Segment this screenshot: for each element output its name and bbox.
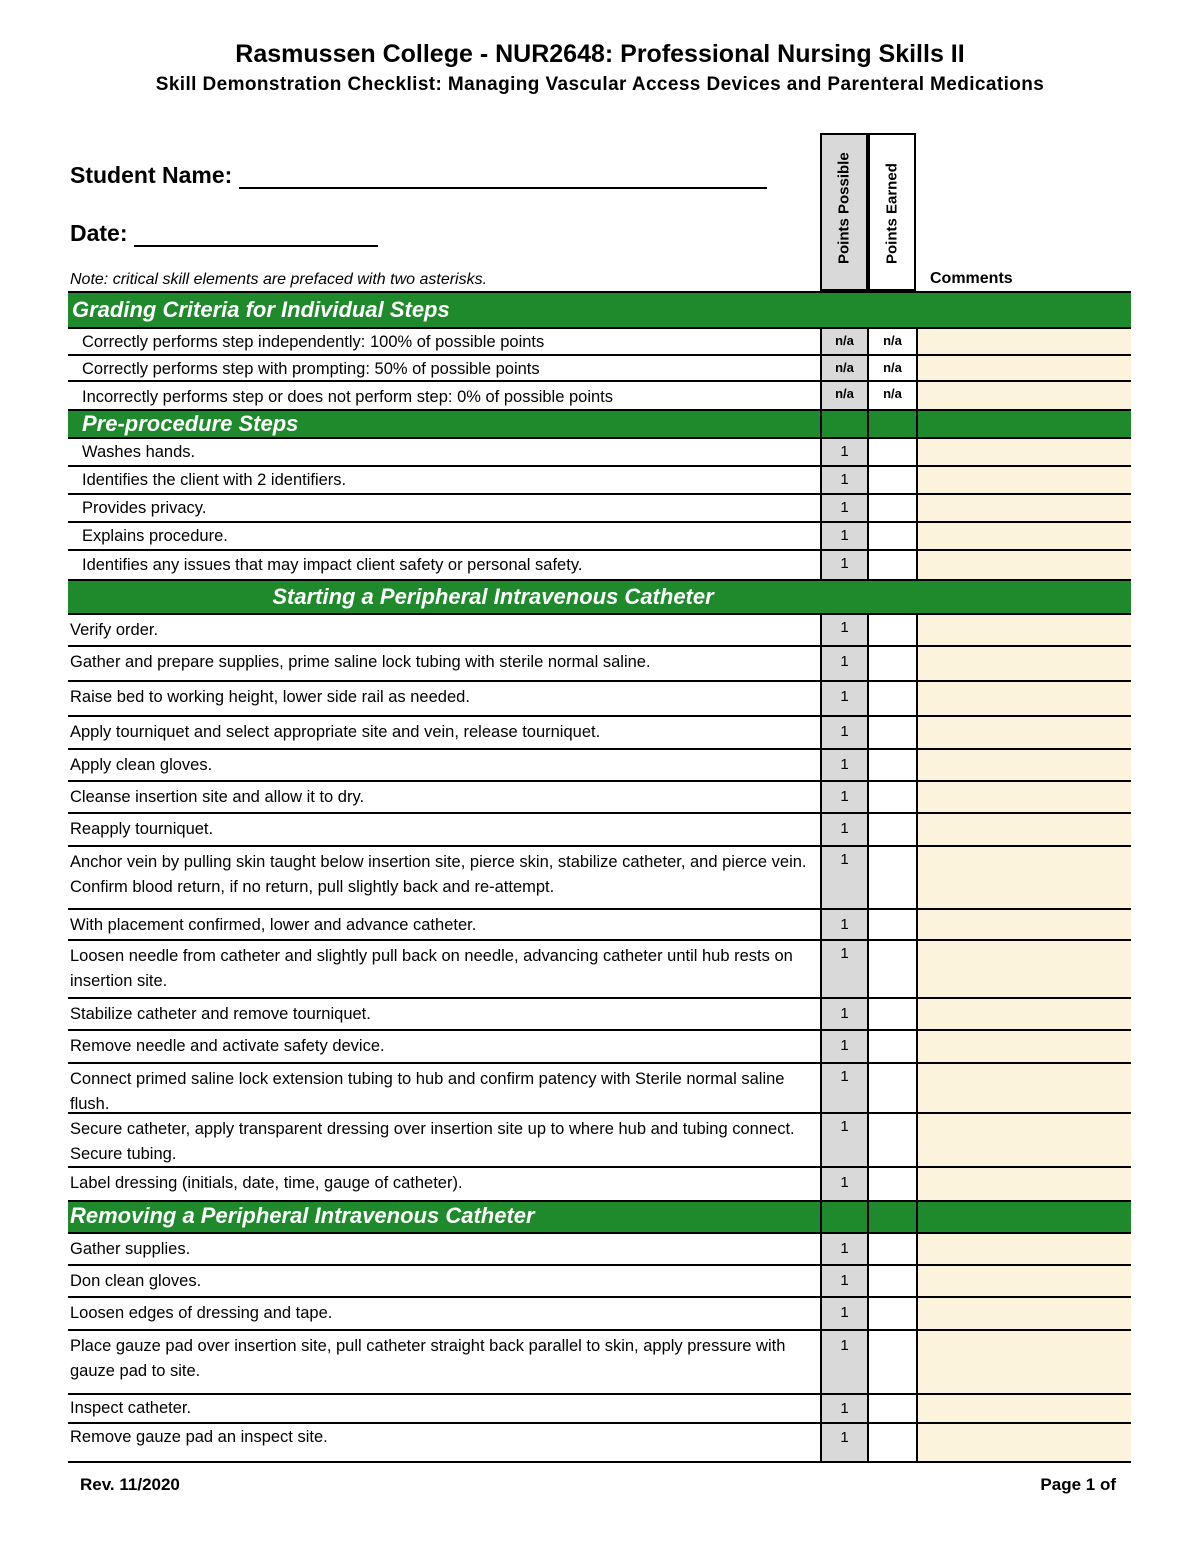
row-text: Identifies any issues that may impact client safety or personal safety. bbox=[82, 556, 583, 574]
points-earned-label: Points Earned bbox=[883, 163, 901, 264]
table-row bbox=[68, 1064, 1131, 1114]
comments-cell[interactable] bbox=[918, 1031, 1131, 1062]
points-possible-cell: 1 bbox=[820, 717, 869, 748]
comments-cell[interactable] bbox=[918, 910, 1131, 939]
section-starting-catheter bbox=[68, 579, 1131, 615]
row-text: Don clean gloves. bbox=[70, 1272, 202, 1290]
note-text: Note: critical skill elements are prefaced with two asterisks. bbox=[70, 271, 488, 288]
revision-label: Rev. 11/2020 bbox=[80, 1475, 180, 1494]
row-text: Identifies the client with 2 identifiers. bbox=[82, 471, 347, 489]
comments-cell[interactable] bbox=[918, 1168, 1131, 1200]
row-text: Gather and prepare supplies, prime saline lock tubing with sterile normal saline. bbox=[70, 653, 651, 671]
points-possible-cell: 1 bbox=[820, 941, 869, 997]
table-row bbox=[68, 910, 1131, 941]
comments-cell[interactable] bbox=[918, 615, 1131, 645]
document-subtitle: Skill Demonstration Checklist: Managing Vascular Access Devices and Parenteral Medications bbox=[155, 74, 1045, 95]
table-row bbox=[68, 523, 1131, 551]
row-text: Label dressing (initials, date, time, gauge of catheter). bbox=[70, 1174, 463, 1192]
comments-cell[interactable] bbox=[918, 1266, 1131, 1296]
table-row bbox=[68, 847, 1131, 910]
comments-cell[interactable] bbox=[918, 1114, 1131, 1166]
row-text: Verify order. bbox=[70, 621, 159, 639]
row-text: Gather supplies. bbox=[70, 1240, 191, 1258]
points-possible-cell: 1 bbox=[820, 439, 869, 465]
section-title: Pre-procedure Steps bbox=[82, 411, 299, 436]
points-possible-cell: 1 bbox=[820, 467, 869, 493]
section-grading-criteria bbox=[68, 291, 1131, 329]
points-earned-cell: n/a bbox=[869, 356, 918, 380]
table-row bbox=[68, 551, 1131, 579]
points-earned-cell[interactable] bbox=[869, 717, 918, 748]
table-row bbox=[68, 1234, 1131, 1266]
points-earned-cell: n/a bbox=[869, 382, 918, 409]
comments-cell[interactable] bbox=[918, 439, 1131, 465]
points-possible-cell: 1 bbox=[820, 847, 869, 908]
table-row bbox=[68, 1395, 1131, 1424]
points-earned-header bbox=[868, 133, 916, 291]
points-possible-cell: 1 bbox=[820, 782, 869, 812]
comments-cell[interactable] bbox=[918, 999, 1131, 1029]
points-possible-cell: 1 bbox=[820, 1064, 869, 1112]
row-text: Remove needle and activate safety device. bbox=[70, 1037, 385, 1055]
table-row bbox=[68, 439, 1131, 467]
section-divider bbox=[820, 1202, 869, 1232]
points-possible-cell: n/a bbox=[820, 329, 869, 354]
row-text: Correctly performs step independently: 100% of possible points bbox=[82, 333, 545, 351]
table-row bbox=[68, 1266, 1131, 1298]
points-earned-cell[interactable] bbox=[869, 1168, 918, 1200]
table-row bbox=[68, 814, 1131, 847]
date-label: Date: bbox=[70, 220, 128, 246]
comments-cell[interactable] bbox=[918, 495, 1131, 521]
row-text: Inspect catheter. bbox=[70, 1399, 192, 1417]
section-title: Removing a Peripheral Intravenous Catheter bbox=[70, 1203, 535, 1228]
points-earned-cell[interactable] bbox=[869, 750, 918, 780]
points-earned-cell[interactable] bbox=[869, 1064, 918, 1112]
points-earned-cell[interactable] bbox=[869, 495, 918, 521]
table-row bbox=[68, 1298, 1131, 1331]
points-earned-cell[interactable] bbox=[869, 910, 918, 939]
document-title: Rasmussen College - NUR2648: Professional Nursing Skills II bbox=[235, 40, 965, 68]
row-text: Explains procedure. bbox=[82, 527, 228, 545]
section-title: Grading Criteria for Individual Steps bbox=[72, 297, 450, 322]
comments-cell[interactable] bbox=[918, 329, 1131, 354]
points-possible-cell: 1 bbox=[820, 999, 869, 1029]
row-text: Connect primed saline lock extension tubing to hub and confirm patency with Sterile normal saline flush. bbox=[70, 1070, 785, 1113]
points-possible-header bbox=[820, 133, 868, 291]
points-possible-cell: 1 bbox=[820, 1424, 869, 1461]
points-possible-cell: 1 bbox=[820, 523, 869, 549]
points-possible-cell: n/a bbox=[820, 382, 869, 409]
row-text: Apply tourniquet and select appropriate site and vein, release tourniquet. bbox=[70, 723, 601, 741]
comments-cell[interactable] bbox=[918, 847, 1131, 908]
table-row bbox=[68, 1168, 1131, 1200]
points-earned-cell[interactable] bbox=[869, 782, 918, 812]
table-row bbox=[68, 495, 1131, 523]
points-possible-cell: 1 bbox=[820, 814, 869, 845]
comments-cell[interactable] bbox=[918, 467, 1131, 493]
table-row bbox=[68, 999, 1131, 1031]
comments-cell[interactable] bbox=[918, 523, 1131, 549]
points-earned-cell[interactable] bbox=[869, 1424, 918, 1461]
points-possible-label: Points Possible bbox=[835, 152, 853, 264]
points-earned-cell[interactable] bbox=[869, 1298, 918, 1329]
comments-cell[interactable] bbox=[918, 814, 1131, 845]
table-row bbox=[68, 1031, 1131, 1064]
table-row bbox=[68, 1114, 1131, 1168]
table-row bbox=[68, 750, 1131, 782]
comments-cell[interactable] bbox=[918, 782, 1131, 812]
points-possible-cell: 1 bbox=[820, 1114, 869, 1166]
row-text: Stabilize catheter and remove tourniquet. bbox=[70, 1005, 371, 1023]
table-row bbox=[68, 1424, 1131, 1463]
points-earned-cell[interactable] bbox=[869, 814, 918, 845]
row-text: Apply clean gloves. bbox=[70, 756, 213, 774]
points-possible-cell: 1 bbox=[820, 495, 869, 521]
comments-cell[interactable] bbox=[918, 647, 1131, 680]
comments-header: Comments bbox=[930, 270, 1013, 287]
table-row bbox=[68, 356, 1131, 382]
points-possible-cell: 1 bbox=[820, 1266, 869, 1296]
points-earned-cell[interactable] bbox=[869, 1114, 918, 1166]
row-text: Remove gauze pad an inspect site. bbox=[70, 1428, 328, 1446]
points-possible-cell: 1 bbox=[820, 1031, 869, 1062]
points-earned-cell[interactable] bbox=[869, 615, 918, 645]
points-earned-cell[interactable] bbox=[869, 682, 918, 715]
comments-cell[interactable] bbox=[918, 1298, 1131, 1329]
points-possible-cell: 1 bbox=[820, 682, 869, 715]
points-possible-cell: 1 bbox=[820, 1168, 869, 1200]
row-text: Raise bed to working height, lower side rail as needed. bbox=[70, 688, 470, 706]
section-divider bbox=[869, 1202, 918, 1232]
comments-cell[interactable] bbox=[918, 551, 1131, 579]
points-earned-cell[interactable] bbox=[869, 1395, 918, 1422]
table-row bbox=[68, 329, 1131, 356]
comments-cell[interactable] bbox=[918, 356, 1131, 380]
comments-cell[interactable] bbox=[918, 1331, 1131, 1393]
table-row bbox=[68, 717, 1131, 750]
row-text: Loosen needle from catheter and slightly pull back on needle, advancing catheter until hub rests on insertion site. bbox=[70, 947, 793, 990]
points-earned-cell[interactable] bbox=[869, 1266, 918, 1296]
points-earned-cell[interactable] bbox=[869, 1031, 918, 1062]
comments-cell[interactable] bbox=[918, 717, 1131, 748]
row-text: Provides privacy. bbox=[82, 499, 207, 517]
points-earned-cell[interactable] bbox=[869, 647, 918, 680]
points-possible-cell: 1 bbox=[820, 750, 869, 780]
row-text: Secure catheter, apply transparent dressing over insertion site up to where hub and tubing connect. Secure tubing. bbox=[70, 1120, 795, 1163]
section-divider bbox=[869, 411, 918, 437]
row-text: Reapply tourniquet. bbox=[70, 820, 214, 838]
points-earned-cell[interactable] bbox=[869, 999, 918, 1029]
date-line[interactable] bbox=[134, 221, 378, 247]
points-earned-cell[interactable] bbox=[869, 941, 918, 997]
section-title: Starting a Peripheral Intravenous Catheter bbox=[272, 584, 714, 609]
table-row bbox=[68, 647, 1131, 682]
row-text: With placement confirmed, lower and advance catheter. bbox=[70, 916, 477, 934]
table-row bbox=[68, 941, 1131, 999]
row-text: Place gauze pad over insertion site, pull catheter straight back parallel to skin, apply pressure with gauze pad to site. bbox=[70, 1337, 786, 1380]
section-removing-catheter bbox=[68, 1200, 1131, 1234]
student-name-label: Student Name: bbox=[70, 162, 233, 188]
row-text: Loosen edges of dressing and tape. bbox=[70, 1304, 333, 1322]
table-row bbox=[68, 382, 1131, 409]
points-possible-cell: 1 bbox=[820, 647, 869, 680]
student-name-field bbox=[70, 162, 767, 189]
points-possible-cell: 1 bbox=[820, 1395, 869, 1422]
points-earned-cell[interactable] bbox=[869, 467, 918, 493]
table-row bbox=[68, 1331, 1131, 1395]
section-divider bbox=[820, 411, 869, 437]
row-text: Correctly performs step with prompting: 50% of possible points bbox=[82, 360, 540, 378]
points-earned-cell[interactable] bbox=[869, 1234, 918, 1264]
points-possible-cell: 1 bbox=[820, 910, 869, 939]
page-number: Page 1 of bbox=[1040, 1475, 1116, 1494]
comments-cell[interactable] bbox=[918, 1064, 1131, 1112]
row-text: Anchor vein by pulling skin taught below insertion site, pierce skin, stabilize catheter, and pierce vein. Confirm blood return, if no return, pull slightly back and re-attempt. bbox=[70, 853, 807, 896]
row-text: Incorrectly performs step or does not perform step: 0% of possible points bbox=[82, 388, 613, 406]
row-text: Cleanse insertion site and allow it to dry. bbox=[70, 788, 365, 806]
student-name-line[interactable] bbox=[239, 163, 767, 189]
points-earned-cell[interactable] bbox=[869, 439, 918, 465]
table-row bbox=[68, 467, 1131, 495]
points-possible-cell: 1 bbox=[820, 1234, 869, 1264]
row-text: Washes hands. bbox=[82, 443, 196, 461]
comments-cell[interactable] bbox=[918, 1395, 1131, 1422]
comments-cell[interactable] bbox=[918, 750, 1131, 780]
comments-cell[interactable] bbox=[918, 941, 1131, 997]
comments-cell[interactable] bbox=[918, 382, 1131, 409]
points-possible-cell: 1 bbox=[820, 615, 869, 645]
points-earned-cell[interactable] bbox=[869, 1331, 918, 1393]
table-row bbox=[68, 782, 1131, 814]
comments-cell[interactable] bbox=[918, 1234, 1131, 1264]
points-earned-cell: n/a bbox=[869, 329, 918, 354]
table-row bbox=[68, 682, 1131, 717]
points-possible-cell: 1 bbox=[820, 1331, 869, 1393]
table-row bbox=[68, 615, 1131, 647]
points-earned-cell[interactable] bbox=[869, 551, 918, 579]
points-earned-cell[interactable] bbox=[869, 523, 918, 549]
points-possible-cell: n/a bbox=[820, 356, 869, 380]
comments-cell[interactable] bbox=[918, 1424, 1131, 1461]
points-earned-cell[interactable] bbox=[869, 847, 918, 908]
points-possible-cell: 1 bbox=[820, 1298, 869, 1329]
section-pre-procedure bbox=[68, 409, 1131, 439]
date-field bbox=[70, 220, 378, 247]
points-possible-cell: 1 bbox=[820, 551, 869, 579]
comments-cell[interactable] bbox=[918, 682, 1131, 715]
